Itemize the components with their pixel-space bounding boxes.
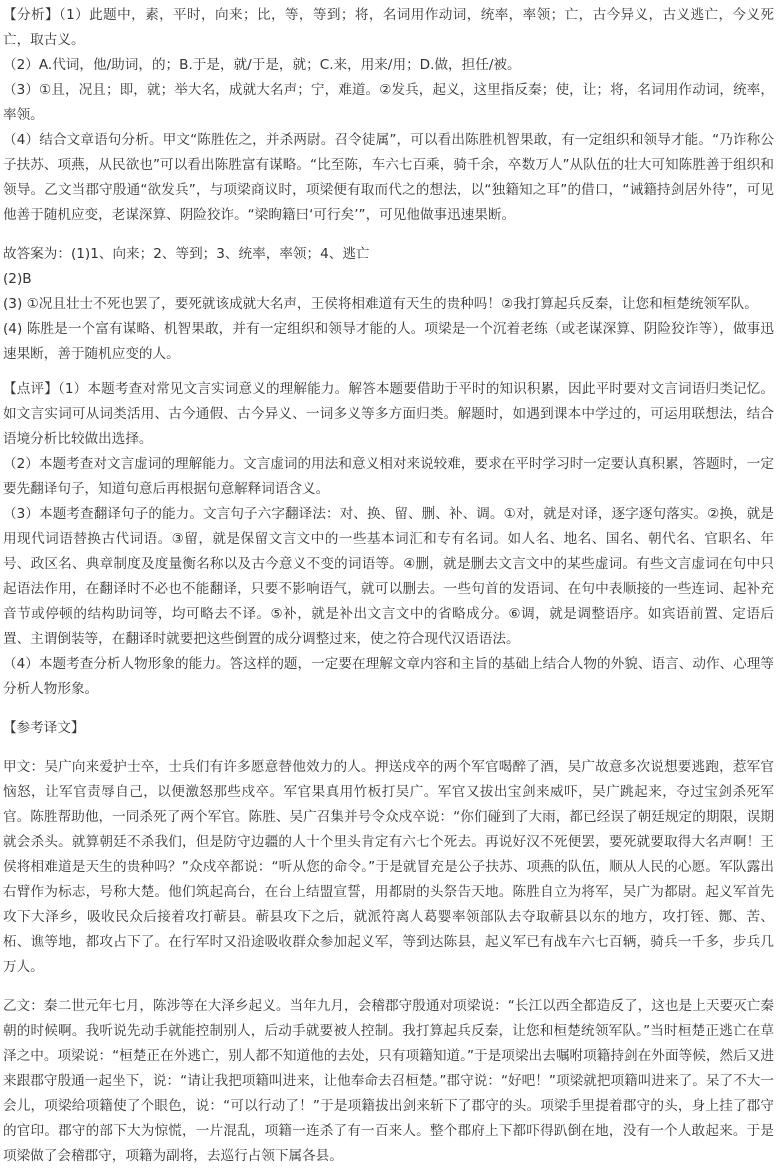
spacer [3,367,774,377]
translation-jia: 甲文：吴广向来爱护士卒，士兵们有许多愿意替他效力的人。押送戍卒的两个军官喝醉了酒，吴广故意多次说想要逃跑，惹军官恼怒，让军官责辱自己，以便激怒那些戍卒。军官果真用竹板打吴广。军官又拔出宝剑来威吓，吴广跳起来，夺过宝剑杀死军官。陈胜帮助他，一同杀死了两个军官。陈胜、吴广召集并号令众戍卒说：“你们碰到了大雨，都已经误了朝廷规定的期限，误期就会杀头。就算朝廷不杀我们，但是防守边疆的人十个里头肯定有六七个死去。再说好汉不死便罢，要死就要取得大名声啊！王侯将相难道是天生的贵种吗？”众戍卒都说：“听从您的命令。”于是就冒充是公子扶苏、项燕的队伍，顺从人民的心愿。军队露出右臂作为标志，号称大楚。他们筑起高台，在台上结盟宣誓，用都尉的头祭告天地。陈胜自立为将军，吴广为都尉。起义军首先攻下大泽乡，吸收民众后接着攻打蕲县。蕲县攻下之后，就派符离人葛婴率领部队去夺取蕲县以东的地方，攻打铚、酂、苦、柘、谯等地，都攻占下了。在行军时又沿途吸收群众参加起义军，等到达陈县，起义军已有战车六七百辆，骑兵一千多，步兵几万人。 [3,759,774,975]
comment-paragraph-1: 【点评】（1）本题考查对常见文言实词意义的理解能力。解答本题要借助于平时的知识积累，因此平时要对文言词语归类记忆。如文言实词可从词类活用、古今通假、古今异义、一词多义等多方面归类。解题时，如遇到课本中学过的，可运用联想法，结合语境分析比较做出选择。 [3,381,774,447]
answer-section [3,242,774,367]
spacer [3,228,774,242]
analysis-paragraph-2: （2）A.代词，他/助词，的；B.于是，就/于是，就；C.来，用来/用；D.做，担任/被。 [3,57,521,73]
comment-section [3,377,774,702]
comment-paragraph-4: （4）本题考查分析人物形象的能力。答这样的题，一定要在理解文章内容和主旨的基础上结合人物的外貌、语言、动作、心理等分析人物形象。 [3,656,774,697]
answer-line-2: (2)B [3,271,32,287]
analysis-paragraph-3: （3）①且，况且；即，就；举大名，成就大名声；宁，难道。②发兵，起义，这里指反秦；使，让；将，名词用作动词，统率，率领。 [3,82,774,123]
spacer [3,741,774,755]
translation-heading: 【参考译文】 [3,720,85,736]
translation-section [3,716,774,1169]
answer-line-1: 故答案为：(1)1、向来；2、等到；3、统率，率领；4、逃亡 [3,246,370,262]
analysis-paragraph-1: 【分析】（1）此题中，素，平时，向来；比，等，等到；将，名词用作动词，统率，率领；亡，古今异义，古义逃亡，今义死亡，取古义。 [3,7,774,48]
comment-paragraph-2: （2）本题考查对文言虚词的理解能力。文言虚词的用法和意义相对来说较难，要求在平时学习时一定要认真积累，答题时，一定要先翻译句子，知道句意后再根据句意解释词语含义。 [3,456,774,497]
answer-line-3: (3) ①况且壮士不死也罢了，要死就该成就大名声，王侯将相难道有天生的贵种吗！②我打算起兵反秦，让您和桓楚统领军队。 [3,296,758,312]
translation-yi: 乙文：秦二世元年七月，陈涉等在大泽乡起义。当年九月，会稽郡守殷通对项梁说：“长江以西全都造反了，这也是上天要灭亡秦朝的时候啊。我听说先动手就能控制别人，后动手就要被人控制。我打算起兵反秦，让您和桓楚统领军队。”当时桓楚正逃亡在草泽之中。项梁说：“桓楚正在外逃亡，别人都不知道他的去处，只有项籍知道。”于是项梁出去嘱咐项籍持剑在外面等候，然后又进来跟郡守殷通一起坐下，说：“请让我把项籍叫进来，让他奉命去召桓楚。”郡守说：“好吧！”项梁就把项籍叫进来了。呆了不大一会儿，项梁给项籍使了个眼色，说：“可以行动了！”于是项籍拔出剑来斩下了郡守的头。项梁手里提着郡守的头，身上挂了郡守的官印。郡守的部下大为惊慌，一片混乱，项籍一连杀了有一百来人。整个郡府上下都吓得趴倒在地，没有一个人敢起来。于是项梁做了会稽郡守，项籍为副将，去巡行占领下属各县。 [3,998,774,1164]
spacer [3,702,774,716]
comment-paragraph-3: （3）本题考查翻译句子的能力。文言句子六字翻译法：对、换、留、删、补、调。①对，就是对译，逐字逐句落实。②换，就是用现代词语替换古代词语。③留，就是保留文言文中的一些基本词汇和专有名词。如人名、地名、国名、朝代名、官职名、年号、政区名、典章制度及度量衡名称以及古今意义不变的词语等。④删，就是删去文言文中的某些虚词。有些文言虚词在句中只起语法作用，在翻译时不必也不能翻译，只要不影响语气，就可以删去。一些句首的发语词、在句中表顺接的一些连词、起补充音节或停顿的结构助词等，均可略去不译。⑤补，就是补出文言文中的省略成分。⑥调，就是调整语序。如宾语前置、定语后置、主谓倒装等，在翻译时就要把这些倒置的成分调整过来，使之符合现代汉语语法。 [3,506,774,647]
analysis-paragraph-4: （4）结合文章语句分析。甲文“陈胜佐之，并杀两尉。召令徒属”，可以看出陈胜机智果敢，有一定组织和领导才能。“乃诈称公子扶苏、项燕，从民欲也”可以看出陈胜富有谋略。“比至陈，车六七百乘，骑千余，卒数万人”从队伍的壮大可知陈胜善于组织和领导。乙文当郡守殷通“欲发兵”，与项梁商议时，项梁便有取而代之的想法，以“独籍知之耳”的借口，“诫籍持剑居外待”，可见他善于随机应变，老谋深算、阴险狡诈。“梁眴籍曰‘可行矣’”，可见他做事迅速果断。 [3,132,774,223]
answer-line-4: (4) 陈胜是一个富有谋略、机智果敢，并有一定组织和领导才能的人。项梁是一个沉着老练（或老谋深算、阴险狡诈等），做事迅速果断，善于随机应变的人。 [3,321,774,362]
spacer [3,980,774,994]
analysis-section [3,3,774,228]
